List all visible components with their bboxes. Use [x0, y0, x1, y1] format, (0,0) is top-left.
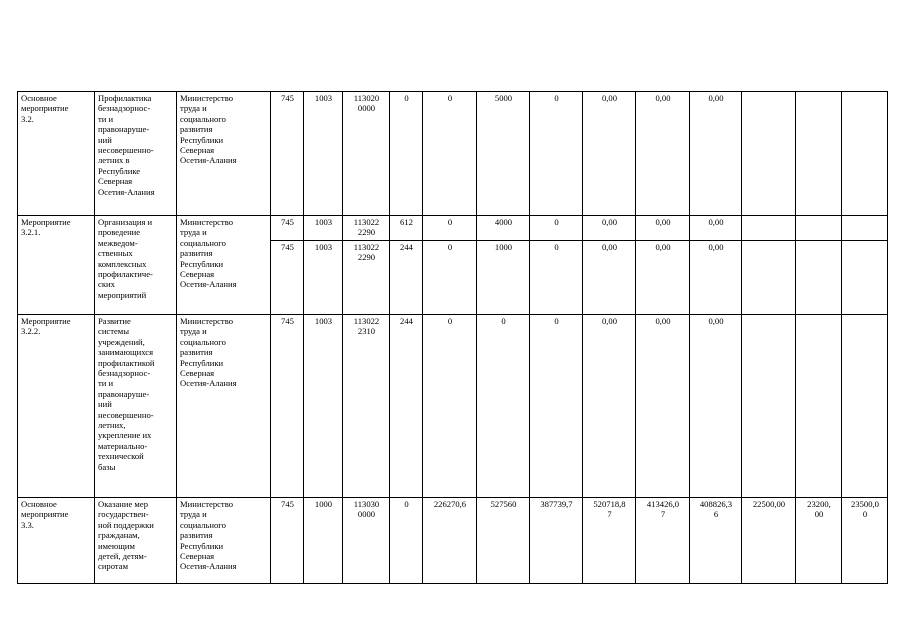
cell-csr: 113020 0000	[343, 92, 390, 216]
cell-v8	[796, 216, 842, 241]
cell-v3: 0	[530, 241, 583, 315]
cell-v3: 0	[530, 315, 583, 498]
cell-executor: Министерство труда и социального развития Республики Северная Осетия-Алания	[177, 315, 271, 498]
cell-v3: 0	[530, 216, 583, 241]
cell-v6: 408826,3 6	[690, 498, 742, 584]
cell-grbs: 745	[271, 92, 304, 216]
cell-v9	[842, 92, 888, 216]
cell-grbs: 745	[271, 241, 304, 315]
cell-rzpr: 1003	[304, 315, 343, 498]
cell-grbs: 745	[271, 498, 304, 584]
cell-vr: 0	[390, 92, 423, 216]
cell-description: Развитие системы учреждений, занимающихся профилактикой безнадзорнос- ти и правонаруше- ний несовершенно- летних, укрепление их материально- технической базы	[95, 315, 177, 498]
cell-v5: 413426,0 7	[636, 498, 690, 584]
cell-v3: 387739,7	[530, 498, 583, 584]
cell-v9	[842, 315, 888, 498]
cell-v7	[742, 241, 796, 315]
cell-v2: 1000	[477, 241, 530, 315]
cell-description: Организация и проведение межведом- ственных комплексных профилактиче- ских мероприятий	[95, 216, 177, 315]
table-row	[18, 216, 888, 241]
cell-csr: 113022 2290	[343, 216, 390, 241]
cell-csr: 113022 2290	[343, 241, 390, 315]
cell-v5: 0,00	[636, 315, 690, 498]
budget-table	[17, 91, 888, 584]
cell-v4: 0,00	[583, 315, 636, 498]
cell-v9	[842, 241, 888, 315]
cell-v5: 0,00	[636, 241, 690, 315]
cell-description: Профилактика безнадзорнос- ти и правонаруше- ний несовершенно- летних в Республике Северная Осетия-Алания	[95, 92, 177, 216]
cell-v4: 520718,8 7	[583, 498, 636, 584]
cell-v4: 0,00	[583, 216, 636, 241]
cell-v8: 23200, 00	[796, 498, 842, 584]
cell-v6: 0,00	[690, 315, 742, 498]
cell-v8	[796, 92, 842, 216]
cell-vr: 244	[390, 315, 423, 498]
table-row	[18, 92, 888, 216]
cell-rzpr: 1003	[304, 216, 343, 241]
cell-grbs: 745	[271, 315, 304, 498]
cell-rzpr: 1003	[304, 241, 343, 315]
cell-v6: 0,00	[690, 216, 742, 241]
cell-vr: 612	[390, 216, 423, 241]
cell-name: Основное мероприятие 3.3.	[18, 498, 95, 584]
cell-v7	[742, 216, 796, 241]
cell-v1: 0	[423, 241, 477, 315]
cell-csr: 113030 0000	[343, 498, 390, 584]
cell-v7	[742, 315, 796, 498]
cell-v1: 0	[423, 92, 477, 216]
cell-v3: 0	[530, 92, 583, 216]
cell-v5: 0,00	[636, 92, 690, 216]
cell-executor: Министерство труда и социального развития Республики Северная Осетия-Алания	[177, 216, 271, 315]
cell-csr: 113022 2310	[343, 315, 390, 498]
cell-v5: 0,00	[636, 216, 690, 241]
table-row	[18, 498, 888, 584]
cell-v7	[742, 92, 796, 216]
cell-v4: 0,00	[583, 241, 636, 315]
cell-v2: 0	[477, 315, 530, 498]
cell-v9: 23500,0 0	[842, 498, 888, 584]
cell-v2: 527560	[477, 498, 530, 584]
cell-v4: 0,00	[583, 92, 636, 216]
cell-v2: 4000	[477, 216, 530, 241]
cell-v6: 0,00	[690, 241, 742, 315]
cell-executor: Министерство труда и социального развития Республики Северная Осетия-Алания	[177, 92, 271, 216]
cell-name: Основное мероприятие 3.2.	[18, 92, 95, 216]
cell-executor: Министерство труда и социального развития Республики Северная Осетия-Алания	[177, 498, 271, 584]
cell-rzpr: 1003	[304, 92, 343, 216]
cell-name: Мероприятие 3.2.1.	[18, 216, 95, 315]
cell-v1: 0	[423, 315, 477, 498]
cell-vr: 0	[390, 498, 423, 584]
cell-name: Мероприятие 3.2.2.	[18, 315, 95, 498]
cell-v1: 0	[423, 216, 477, 241]
cell-v7: 22500,00	[742, 498, 796, 584]
table-row	[18, 315, 888, 498]
cell-v6: 0,00	[690, 92, 742, 216]
cell-v2: 5000	[477, 92, 530, 216]
cell-v8	[796, 241, 842, 315]
cell-v1: 226270,6	[423, 498, 477, 584]
cell-grbs: 745	[271, 216, 304, 241]
cell-v9	[842, 216, 888, 241]
cell-description: Оказание мер государствен- ной поддержки гражданам, имеющим детей, детям- сиротам	[95, 498, 177, 584]
cell-vr: 244	[390, 241, 423, 315]
cell-v8	[796, 315, 842, 498]
cell-rzpr: 1000	[304, 498, 343, 584]
